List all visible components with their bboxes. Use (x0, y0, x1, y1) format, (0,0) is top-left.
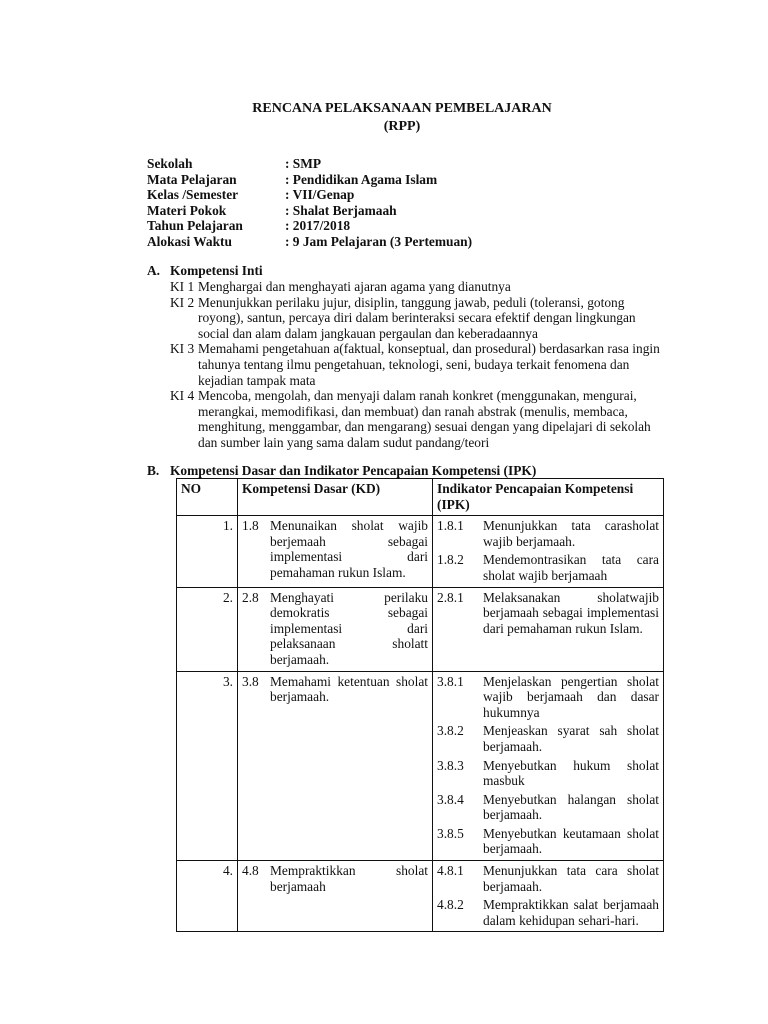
ipk-code: 3.8.1 (437, 673, 464, 689)
table-row (177, 671, 664, 861)
identity-key: Tahun Pelajaran (147, 218, 243, 234)
ipk-text: Menyebutkan hukum sholat masbuk (483, 757, 659, 789)
kompetensi-inti-list (170, 279, 668, 451)
ki-text: Menunjukkan perilaku jujur, disiplin, tanggung jawab, peduli (toleransi, gotong royong), santun, percaya diri dalam berinteraksi secara efektif dengan lingkungan social dan alam dalam jangkauan pergaulan dan keberadaannya (198, 294, 636, 341)
ipk-text: Mempraktikkan salat berjamaah dalam kehidupan sehari-hari. (483, 897, 659, 928)
identity-row (147, 234, 472, 250)
header-ipk: Indikator Pencapaian Kompetensi (IPK) (433, 479, 664, 516)
document-subtitle: (RPP) (383, 119, 421, 134)
identity-row (147, 187, 472, 203)
table-row (177, 587, 664, 671)
section-a-heading (147, 263, 263, 279)
kd-cell (238, 671, 433, 861)
ki-code: KI 1 (170, 279, 195, 294)
ipk-text: Melaksanakan sholatwajib berjamaah sebagai implementasi dari pemahaman rukun Islam. (483, 589, 659, 636)
kd-text: Menghayati perilaku demokratis sebagai implementasi dari pelaksanaan sholatt berjamaah. (270, 589, 428, 667)
ipk-code: 1.8.2 (437, 552, 464, 568)
ipk-text: Menunjukkan tata carasholat wajib berjamaah. (483, 518, 659, 549)
ipk-code: 4.8.2 (437, 897, 464, 913)
identity-value: : 2017/2018 (285, 218, 351, 234)
identity-key: Alokasi Waktu (147, 233, 232, 249)
identity-value: : Shalat Berjamaah (285, 202, 397, 218)
kd-code: 2.8 (242, 589, 259, 605)
ipk-text: Menyebutkan halangan sholat berjamaah. (483, 791, 659, 823)
ipk-item (437, 590, 659, 637)
ipk-item (437, 552, 659, 583)
ipk-code: 1.8.1 (437, 518, 464, 534)
table-row (177, 516, 664, 587)
kd-cell (238, 516, 433, 587)
ipk-code: 4.8.1 (437, 863, 464, 879)
row-number: 4. (177, 861, 238, 932)
row-number: 1. (177, 516, 238, 587)
section-b-title: Kompetensi Dasar dan Indikator Pencapaian Kompetensi (IPK) (170, 463, 537, 478)
section-a-title: Kompetensi Inti (170, 263, 263, 278)
ipk-cell (433, 861, 664, 932)
ipk-item (437, 518, 659, 549)
identity-row (147, 172, 472, 188)
ipk-item (437, 758, 659, 789)
header-kd: Kompetensi Dasar (KD) (238, 479, 433, 516)
ipk-cell (433, 516, 664, 587)
identity-key: Kelas /Semester (147, 187, 239, 203)
section-b-heading (147, 463, 536, 479)
identity-row (147, 203, 472, 219)
kd-item (242, 518, 428, 580)
identity-key: Materi Pokok (147, 202, 227, 218)
table-row (177, 861, 664, 932)
ipk-text: Menjelaskan pengertian sholat wajib berjamaah dan dasar hukumnya (483, 673, 659, 720)
ipk-code: 3.8.3 (437, 757, 464, 773)
ipk-item (437, 674, 659, 721)
ki-code: KI 2 (170, 294, 195, 310)
identity-value: : VII/Genap (285, 187, 355, 203)
ipk-cell (433, 587, 664, 671)
ipk-code: 3.8.5 (437, 825, 464, 841)
header-no: NO (177, 479, 238, 516)
identity-value: : SMP (285, 156, 322, 171)
ki-text: Mencoba, mengolah, dan menyaji dalam ranah konkret (menggunakan, mengurai, merangkai, memodifikasi, dan membuat) dan ranah abstrak (menulis, membaca, menghitung, menggambar, dan mengarang) sesuai dengan yang dipelajari di sekolah dan sumber lain yang sama dalam sudut pandang/teori (198, 388, 651, 450)
section-a-letter: A. (147, 263, 161, 278)
ipk-item (437, 826, 659, 857)
ipk-code: 2.8.1 (437, 589, 464, 605)
table-header-row (177, 479, 664, 516)
ipk-code: 3.8.2 (437, 723, 464, 739)
row-number: 2. (177, 587, 238, 671)
ipk-text: Menunjukkan tata cara sholat berjamaah. (483, 863, 659, 894)
kd-text: Mempraktikkan sholat berjamaah (270, 863, 428, 894)
kd-text: Menunaikan sholat wajib berjemaah sebagai implementasi dari pemahaman rukun Islam. (270, 518, 428, 580)
ki-text: Menghargai dan menghayati ajaran agama yang dianutnya (198, 279, 511, 294)
ki-item (170, 388, 668, 450)
kd-cell (238, 587, 433, 671)
ipk-item (437, 723, 659, 754)
ki-code: KI 3 (170, 341, 195, 357)
document-title: RENCANA PELAKSANAAN PEMBELAJARAN (252, 101, 552, 116)
kd-cell (238, 861, 433, 932)
row-number: 3. (177, 671, 238, 861)
ipk-text: Menyebutkan keutamaan sholat berjamaah. (483, 825, 659, 857)
kd-code: 3.8 (242, 673, 259, 689)
identity-value: : 9 Jam Pelajaran (3 Pertemuan) (285, 233, 473, 249)
kd-text: Memahami ketentuan sholat berjamaah. (270, 673, 428, 705)
ki-item (170, 279, 668, 295)
identity-key: Sekolah (147, 156, 193, 171)
identity-table (147, 156, 472, 250)
kd-code: 1.8 (242, 518, 259, 534)
ipk-item (437, 792, 659, 823)
identity-row (147, 156, 472, 172)
ipk-code: 3.8.4 (437, 791, 464, 807)
ipk-cell (433, 671, 664, 861)
kd-code: 4.8 (242, 863, 259, 879)
kd-item (242, 674, 428, 705)
kd-ipk-table (176, 478, 664, 932)
ki-item (170, 295, 668, 342)
ki-text: Memahami pengetahuan a(faktual, konseptual, dan prosedural) berdasarkan rasa ingin tahunya tentang ilmu pengetahuan, teknologi, seni, budaya terkait fenomena dan kejadian tampak mata (198, 341, 660, 388)
ipk-item (437, 897, 659, 928)
kd-item (242, 590, 428, 668)
ipk-item (437, 863, 659, 894)
ki-item (170, 341, 668, 388)
ipk-text: Mendemontrasikan tata cara sholat wajib berjamaah (483, 552, 659, 583)
ki-code: KI 4 (170, 388, 195, 404)
ipk-text: Menjeaskan syarat sah sholat berjamaah. (483, 723, 659, 754)
kd-item (242, 863, 428, 894)
identity-row (147, 218, 472, 234)
identity-key: Mata Pelajaran (147, 171, 237, 187)
identity-value: : Pendidikan Agama Islam (285, 171, 438, 187)
section-b-letter: B. (147, 463, 160, 478)
